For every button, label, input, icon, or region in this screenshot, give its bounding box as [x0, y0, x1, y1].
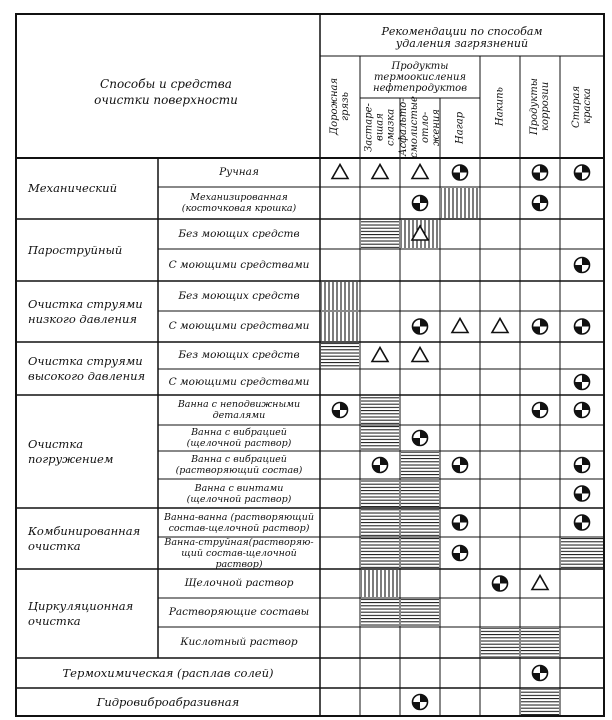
group-label: Пароструйный — [28, 242, 123, 257]
full-row-label: Термохимическая (расплав солей) — [62, 666, 274, 680]
column-header: Асфальто- смолистые отло- жения — [398, 96, 442, 159]
quartered-circle-icon — [575, 375, 590, 390]
horizontal-hatching — [401, 599, 439, 626]
quartered-circle-icon — [333, 403, 348, 418]
quartered-circle-icon — [493, 576, 508, 591]
quartered-circle-icon — [575, 165, 590, 180]
method-label: Ванна с вибрацией (щелочной раствор) — [186, 427, 292, 449]
method-label: Растворяющие составы — [168, 606, 310, 618]
horizontal-hatching — [521, 689, 559, 715]
horizontal-hatching — [401, 452, 439, 478]
method-label: Кислотный раствор — [180, 636, 298, 648]
group-label: Комбинированная очистка — [28, 523, 141, 553]
quartered-circle-icon — [575, 319, 590, 334]
vertical-hatching — [441, 188, 479, 218]
quartered-circle-icon — [533, 666, 548, 681]
horizontal-hatching — [361, 220, 399, 248]
method-label: Механизированная (косточковая крошка) — [181, 192, 297, 214]
vertical-hatching — [361, 570, 399, 597]
horizontal-hatching — [401, 480, 439, 507]
horizontal-hatching — [361, 509, 399, 536]
method-label: С моющими средствами — [168, 320, 310, 332]
full-row-label: Гидровиброабразивная — [96, 695, 240, 709]
quartered-circle-icon — [575, 458, 590, 473]
quartered-circle-icon — [575, 515, 590, 530]
methods-header: Способы и средства очистки поверхности — [94, 77, 238, 107]
triangle-icon — [492, 319, 508, 333]
quartered-circle-icon — [533, 403, 548, 418]
quartered-circle-icon — [453, 546, 468, 561]
method-label: Без моющих средств — [178, 227, 300, 240]
column-header: Дорожная грязь — [329, 77, 351, 136]
horizontal-hatching — [361, 599, 399, 626]
triangle-icon — [452, 319, 468, 333]
method-label: Щелочной раствор — [184, 577, 294, 589]
group-label: Циркуляционная очистка — [28, 598, 134, 628]
horizontal-hatching — [561, 538, 603, 568]
method-label: Ванна с винтами (щелочной раствор) — [186, 482, 292, 505]
column-header: Продукты коррозии — [529, 78, 551, 135]
method-label: Ручная — [219, 166, 259, 178]
horizontal-hatching — [361, 538, 399, 568]
method-label: Ванна-ванна (растворяющий состав-щелочной раствор) — [164, 511, 314, 534]
method-label: С моющими средствами — [168, 258, 310, 271]
method-label: Без моющих средств — [178, 289, 300, 302]
triangle-icon — [412, 348, 428, 362]
horizontal-hatching — [521, 628, 559, 657]
group-label: Очистка струями высокого давления — [28, 353, 146, 383]
method-label: Без моющих средств — [178, 349, 300, 361]
column-header: Накипь — [494, 87, 506, 126]
method-label: С моющими средствами — [168, 375, 310, 388]
horizontal-hatching — [401, 538, 439, 568]
horizontal-hatching — [401, 509, 439, 536]
quartered-circle-icon — [413, 695, 428, 710]
quartered-circle-icon — [575, 403, 590, 418]
column-header: Нагар — [454, 111, 466, 144]
quartered-circle-icon — [575, 486, 590, 501]
oil-products-group-header: Продукты термоокисления нефтепродуктов — [372, 60, 468, 94]
group-label: Очистка погружением — [28, 436, 114, 466]
horizontal-hatching — [361, 480, 399, 507]
triangle-icon — [372, 348, 388, 362]
vertical-hatching — [321, 312, 359, 341]
column-header: Старая краска — [571, 85, 593, 128]
quartered-circle-icon — [453, 458, 468, 473]
quartered-circle-icon — [373, 458, 388, 473]
horizontal-hatching — [361, 396, 399, 424]
column-header: Застаре- вшая смазка — [363, 103, 397, 152]
triangle-icon — [412, 165, 428, 179]
triangle-icon — [372, 165, 388, 179]
method-label: Ванна с вибрацией (растворяющий состав) — [175, 454, 303, 476]
quartered-circle-icon — [413, 319, 428, 334]
triangle-icon — [332, 165, 348, 179]
recommendations-header: Рекомендации по способам удаления загрязнений — [381, 25, 543, 50]
quartered-circle-icon — [533, 196, 548, 211]
group-label: Очистка струями низкого давления — [28, 296, 143, 326]
quartered-circle-icon — [413, 196, 428, 211]
quartered-circle-icon — [575, 258, 590, 273]
quartered-circle-icon — [413, 431, 428, 446]
horizontal-hatching — [361, 426, 399, 450]
horizontal-hatching — [321, 343, 359, 368]
quartered-circle-icon — [453, 515, 468, 530]
quartered-circle-icon — [453, 165, 468, 180]
quartered-circle-icon — [533, 165, 548, 180]
horizontal-hatching — [481, 628, 519, 657]
triangle-icon — [532, 576, 548, 590]
method-label: Ванна с неподвижными деталями — [177, 399, 301, 421]
quartered-circle-icon — [533, 319, 548, 334]
method-label: Ванна-струйная(растворяю- щий состав-щелочной раствор) — [164, 536, 314, 570]
vertical-hatching — [321, 282, 359, 310]
group-label: Механический — [28, 181, 117, 195]
